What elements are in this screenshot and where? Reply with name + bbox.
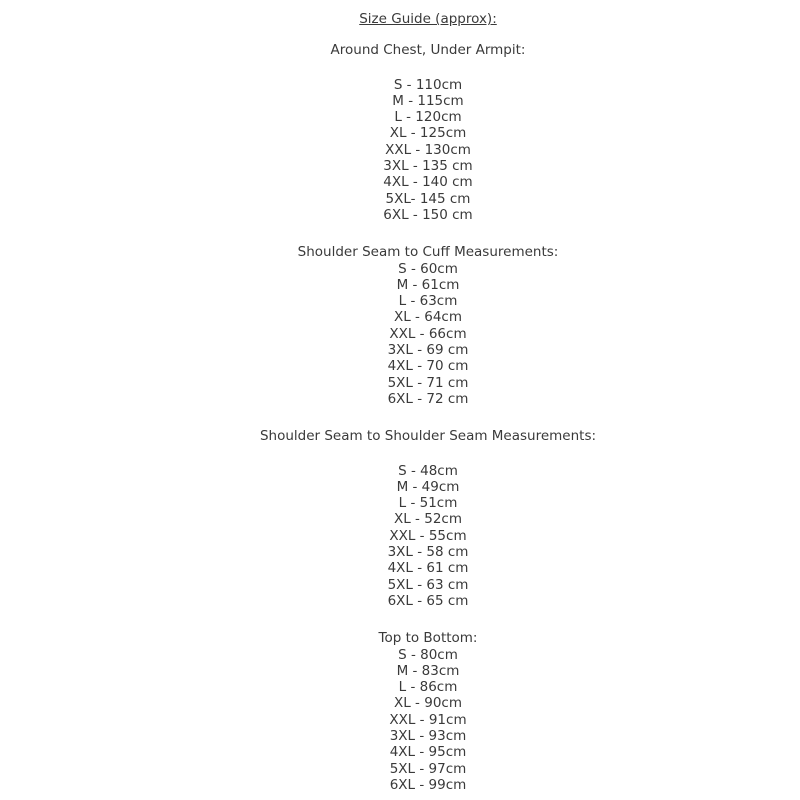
- size-list: [56, 77, 800, 224]
- size-line: M - 49cm: [396, 478, 460, 495]
- size-line: 6XL - 72 cm: [387, 390, 469, 407]
- size-guide-sections: [56, 42, 800, 793]
- size-line: M - 83cm: [396, 662, 460, 679]
- size-guide-page: [56, 11, 800, 793]
- size-line: XL - 125cm: [389, 125, 467, 142]
- size-line: S - 60cm: [398, 260, 458, 277]
- size-line: XXL - 91cm: [389, 711, 467, 728]
- size-line: M - 61cm: [396, 276, 460, 293]
- size-list: [56, 261, 800, 408]
- size-line: 6XL - 150 cm: [383, 206, 473, 223]
- size-line: XL - 64cm: [394, 309, 462, 326]
- size-line: L - 86cm: [398, 679, 458, 696]
- section-heading: Shoulder Seam to Shoulder Seam Measurements:: [259, 428, 597, 445]
- size-line: 3XL - 58 cm: [387, 544, 469, 561]
- size-line: 4XL - 70 cm: [387, 358, 469, 375]
- section-heading: Around Chest, Under Armpit:: [330, 42, 526, 59]
- size-line: 5XL- 145 cm: [385, 190, 471, 207]
- size-line: XXL - 55cm: [389, 527, 467, 544]
- size-line: 5XL - 63 cm: [387, 576, 469, 593]
- size-line: L - 120cm: [394, 109, 462, 126]
- page-title-text: Size Guide (approx):: [359, 11, 497, 27]
- size-line: XL - 90cm: [394, 695, 462, 712]
- size-line: 6XL - 99cm: [389, 776, 467, 793]
- size-line: 4XL - 95cm: [389, 744, 467, 761]
- page-title: [56, 11, 800, 27]
- size-line: XXL - 66cm: [389, 325, 467, 342]
- size-line: 6XL - 65 cm: [387, 592, 469, 609]
- size-line: 4XL - 140 cm: [383, 174, 473, 191]
- size-line: L - 51cm: [398, 495, 458, 512]
- size-line: S - 80cm: [398, 646, 458, 663]
- size-line: L - 63cm: [398, 293, 458, 310]
- section-heading: Shoulder Seam to Cuff Measurements:: [297, 244, 559, 261]
- size-line: 4XL - 61 cm: [387, 560, 469, 577]
- size-list: [56, 647, 800, 794]
- size-line: 5XL - 97cm: [389, 760, 467, 777]
- size-line: 3XL - 135 cm: [383, 158, 473, 175]
- size-line: 3XL - 93cm: [389, 727, 467, 744]
- size-line: 3XL - 69 cm: [387, 342, 469, 359]
- size-line: XL - 52cm: [394, 511, 462, 528]
- size-list: [56, 463, 800, 610]
- size-line: S - 48cm: [398, 462, 458, 479]
- size-line: 5XL - 71 cm: [387, 374, 469, 391]
- section-heading: Top to Bottom:: [378, 630, 478, 647]
- size-line: M - 115cm: [392, 92, 464, 109]
- size-line: XXL - 130cm: [385, 141, 471, 158]
- size-line: S - 110cm: [393, 76, 463, 93]
